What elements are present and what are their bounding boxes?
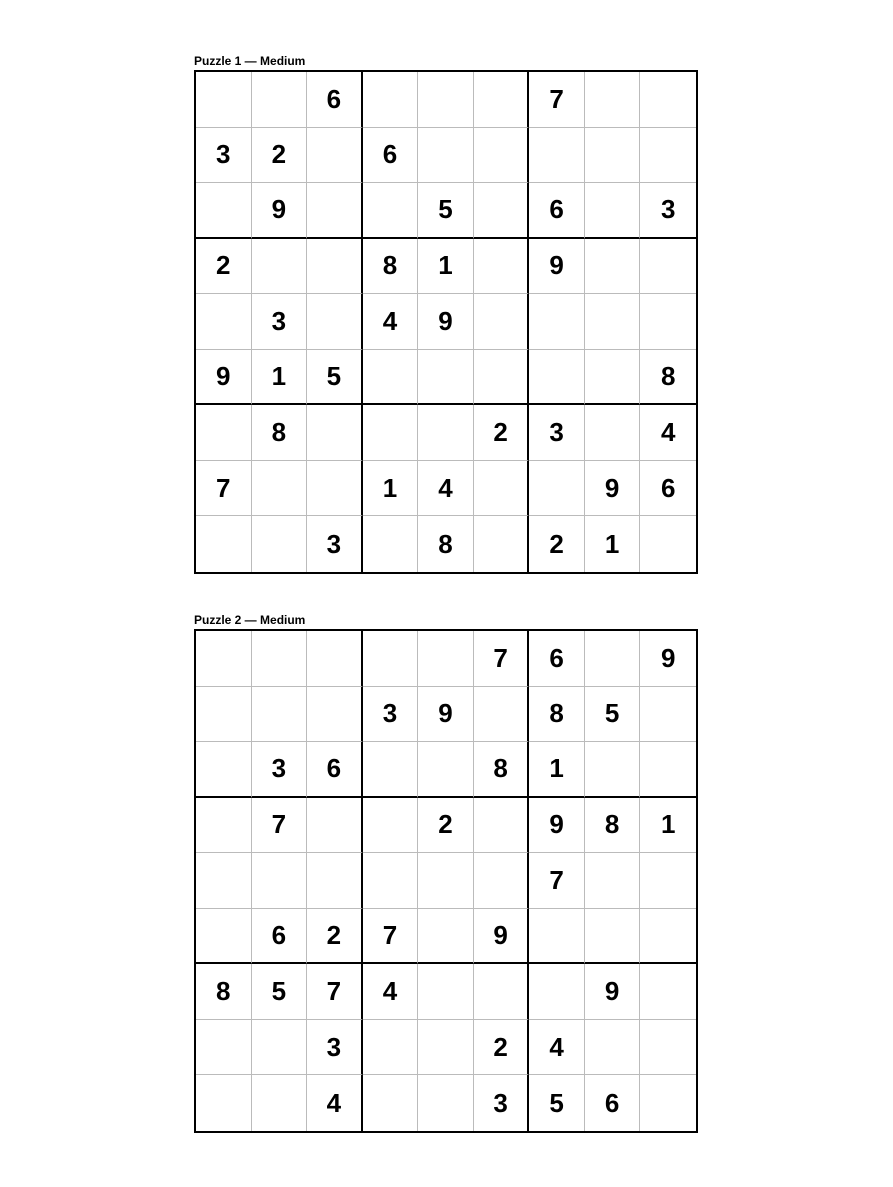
sudoku-cell bbox=[418, 909, 474, 965]
sudoku-cell bbox=[307, 798, 363, 854]
sudoku-cell bbox=[474, 516, 530, 572]
sudoku-cell: 4 bbox=[307, 1075, 363, 1131]
sudoku-cell: 9 bbox=[585, 461, 641, 517]
puzzle-title: Puzzle 1 — Medium bbox=[194, 54, 306, 68]
sudoku-cell: 3 bbox=[363, 687, 419, 743]
sudoku-cell: 7 bbox=[474, 631, 530, 687]
sudoku-cell bbox=[640, 742, 696, 798]
sudoku-cell bbox=[585, 909, 641, 965]
sudoku-cell bbox=[252, 239, 308, 295]
sudoku-cell bbox=[640, 1075, 696, 1131]
sudoku-cell: 2 bbox=[474, 405, 530, 461]
sudoku-grid bbox=[194, 70, 698, 574]
sudoku-cell: 7 bbox=[307, 964, 363, 1020]
sudoku-cell: 2 bbox=[307, 909, 363, 965]
sudoku-cell bbox=[474, 798, 530, 854]
sudoku-cell bbox=[474, 239, 530, 295]
sudoku-cell bbox=[640, 516, 696, 572]
sudoku-cell bbox=[529, 461, 585, 517]
sudoku-cell: 6 bbox=[529, 631, 585, 687]
sudoku-cell: 8 bbox=[363, 239, 419, 295]
sudoku-cell bbox=[418, 72, 474, 128]
sudoku-cell: 9 bbox=[529, 798, 585, 854]
sudoku-cell bbox=[363, 405, 419, 461]
sudoku-cell bbox=[585, 350, 641, 406]
sudoku-cell bbox=[196, 687, 252, 743]
sudoku-cell: 4 bbox=[529, 1020, 585, 1076]
sudoku-cell bbox=[307, 183, 363, 239]
sudoku-cell bbox=[252, 516, 308, 572]
sudoku-cell: 8 bbox=[252, 405, 308, 461]
sudoku-cell bbox=[196, 1075, 252, 1131]
sudoku-cell bbox=[196, 294, 252, 350]
sudoku-cell bbox=[640, 687, 696, 743]
sudoku-cell: 9 bbox=[474, 909, 530, 965]
sudoku-cell bbox=[418, 1075, 474, 1131]
sudoku-cell: 3 bbox=[307, 516, 363, 572]
sudoku-cell: 3 bbox=[307, 1020, 363, 1076]
sudoku-cell bbox=[585, 1020, 641, 1076]
sudoku-cell: 5 bbox=[418, 183, 474, 239]
sudoku-cell bbox=[585, 853, 641, 909]
sudoku-cell bbox=[363, 183, 419, 239]
sudoku-cell: 1 bbox=[585, 516, 641, 572]
sudoku-cell bbox=[585, 128, 641, 184]
sudoku-cell bbox=[418, 964, 474, 1020]
sudoku-cell bbox=[640, 239, 696, 295]
sudoku-cell bbox=[363, 853, 419, 909]
sudoku-cell bbox=[363, 1020, 419, 1076]
sudoku-cell: 1 bbox=[418, 239, 474, 295]
sudoku-cell bbox=[585, 742, 641, 798]
sudoku-cell: 5 bbox=[529, 1075, 585, 1131]
sudoku-cell: 3 bbox=[252, 742, 308, 798]
sudoku-cell: 8 bbox=[529, 687, 585, 743]
sudoku-cell bbox=[418, 631, 474, 687]
sudoku-cell bbox=[418, 350, 474, 406]
sudoku-cell: 9 bbox=[418, 687, 474, 743]
sudoku-cell bbox=[307, 405, 363, 461]
sudoku-cell bbox=[640, 294, 696, 350]
sudoku-cell: 1 bbox=[363, 461, 419, 517]
sudoku-cell: 5 bbox=[307, 350, 363, 406]
sudoku-cell: 2 bbox=[474, 1020, 530, 1076]
sudoku-cell bbox=[307, 853, 363, 909]
sudoku-cell bbox=[196, 798, 252, 854]
sudoku-cell bbox=[585, 405, 641, 461]
sudoku-cell bbox=[474, 853, 530, 909]
sudoku-cell bbox=[585, 183, 641, 239]
sudoku-cell: 8 bbox=[640, 350, 696, 406]
sudoku-cell bbox=[363, 631, 419, 687]
sudoku-cell: 3 bbox=[640, 183, 696, 239]
sudoku-cell bbox=[196, 1020, 252, 1076]
sudoku-cell: 9 bbox=[196, 350, 252, 406]
sudoku-cell: 1 bbox=[252, 350, 308, 406]
sudoku-cell bbox=[363, 516, 419, 572]
sudoku-cell bbox=[307, 631, 363, 687]
sudoku-cell bbox=[474, 294, 530, 350]
sudoku-cell: 9 bbox=[529, 239, 585, 295]
sudoku-cell: 3 bbox=[252, 294, 308, 350]
sudoku-cell: 4 bbox=[418, 461, 474, 517]
sudoku-cell bbox=[363, 72, 419, 128]
sudoku-cell: 3 bbox=[529, 405, 585, 461]
sudoku-cell: 6 bbox=[363, 128, 419, 184]
sudoku-cell bbox=[307, 687, 363, 743]
sudoku-cell bbox=[363, 798, 419, 854]
sudoku-cell bbox=[418, 853, 474, 909]
sudoku-cell bbox=[418, 128, 474, 184]
sudoku-grid bbox=[194, 629, 698, 1133]
sudoku-cell: 4 bbox=[640, 405, 696, 461]
sudoku-cell bbox=[307, 294, 363, 350]
sudoku-cell: 2 bbox=[529, 516, 585, 572]
sudoku-cell bbox=[529, 350, 585, 406]
sudoku-cell bbox=[307, 461, 363, 517]
sudoku-cell bbox=[418, 405, 474, 461]
sudoku-cell: 3 bbox=[474, 1075, 530, 1131]
sudoku-cell: 3 bbox=[196, 128, 252, 184]
sudoku-cell bbox=[585, 72, 641, 128]
sudoku-cell bbox=[640, 1020, 696, 1076]
sudoku-cell bbox=[252, 687, 308, 743]
sudoku-cell bbox=[529, 964, 585, 1020]
sudoku-cell bbox=[640, 909, 696, 965]
sudoku-cell bbox=[418, 742, 474, 798]
sudoku-cell bbox=[529, 909, 585, 965]
sudoku-cell: 7 bbox=[363, 909, 419, 965]
sudoku-cell bbox=[252, 853, 308, 909]
sudoku-cell bbox=[640, 128, 696, 184]
puzzle-title: Puzzle 2 — Medium bbox=[194, 613, 306, 627]
sudoku-cell bbox=[529, 128, 585, 184]
sudoku-cell: 8 bbox=[474, 742, 530, 798]
sudoku-cell bbox=[474, 350, 530, 406]
sudoku-cell: 2 bbox=[418, 798, 474, 854]
sudoku-cell bbox=[363, 350, 419, 406]
sudoku-cell bbox=[363, 742, 419, 798]
sudoku-cell bbox=[474, 183, 530, 239]
sudoku-cell: 6 bbox=[307, 742, 363, 798]
sudoku-cell: 7 bbox=[196, 461, 252, 517]
sudoku-cell: 6 bbox=[307, 72, 363, 128]
sudoku-cell bbox=[585, 239, 641, 295]
sudoku-cell bbox=[474, 964, 530, 1020]
sudoku-cell bbox=[196, 909, 252, 965]
sudoku-cell bbox=[196, 853, 252, 909]
sudoku-cell bbox=[474, 72, 530, 128]
sudoku-cell: 7 bbox=[529, 72, 585, 128]
sudoku-cell: 9 bbox=[418, 294, 474, 350]
sudoku-cell bbox=[252, 631, 308, 687]
sudoku-cell bbox=[307, 239, 363, 295]
sudoku-cell bbox=[640, 853, 696, 909]
sudoku-cell bbox=[474, 461, 530, 517]
sudoku-cell bbox=[196, 183, 252, 239]
sudoku-cell: 9 bbox=[252, 183, 308, 239]
sudoku-cell bbox=[307, 128, 363, 184]
sudoku-cell bbox=[252, 72, 308, 128]
sudoku-cell bbox=[252, 1075, 308, 1131]
sudoku-cell bbox=[474, 687, 530, 743]
sudoku-cell: 8 bbox=[585, 798, 641, 854]
sudoku-cell bbox=[196, 72, 252, 128]
sudoku-cell: 8 bbox=[196, 964, 252, 1020]
sudoku-cell: 9 bbox=[640, 631, 696, 687]
sudoku-cell bbox=[585, 631, 641, 687]
sudoku-cell: 5 bbox=[585, 687, 641, 743]
sudoku-cell bbox=[474, 128, 530, 184]
puzzle-1 bbox=[194, 54, 698, 574]
sudoku-cell bbox=[363, 1075, 419, 1131]
sudoku-cell bbox=[585, 294, 641, 350]
sudoku-cell: 6 bbox=[252, 909, 308, 965]
sudoku-cell: 7 bbox=[252, 798, 308, 854]
sudoku-cell bbox=[252, 1020, 308, 1076]
sudoku-cell: 4 bbox=[363, 294, 419, 350]
sudoku-cell: 6 bbox=[585, 1075, 641, 1131]
sudoku-cell bbox=[196, 742, 252, 798]
sudoku-cell bbox=[252, 461, 308, 517]
sudoku-cell: 4 bbox=[363, 964, 419, 1020]
sudoku-cell: 1 bbox=[640, 798, 696, 854]
sudoku-cell: 7 bbox=[529, 853, 585, 909]
sudoku-cell bbox=[640, 964, 696, 1020]
sudoku-cell: 9 bbox=[585, 964, 641, 1020]
sudoku-cell: 1 bbox=[529, 742, 585, 798]
sudoku-cell: 6 bbox=[640, 461, 696, 517]
sudoku-cell: 6 bbox=[529, 183, 585, 239]
sudoku-cell: 5 bbox=[252, 964, 308, 1020]
sudoku-cell bbox=[640, 72, 696, 128]
sudoku-cell bbox=[196, 405, 252, 461]
sudoku-cell: 8 bbox=[418, 516, 474, 572]
sudoku-cell bbox=[196, 631, 252, 687]
puzzle-2 bbox=[194, 613, 698, 1133]
sudoku-cell: 2 bbox=[252, 128, 308, 184]
sudoku-cell bbox=[196, 516, 252, 572]
sudoku-cell bbox=[529, 294, 585, 350]
sudoku-cell: 2 bbox=[196, 239, 252, 295]
sudoku-cell bbox=[418, 1020, 474, 1076]
